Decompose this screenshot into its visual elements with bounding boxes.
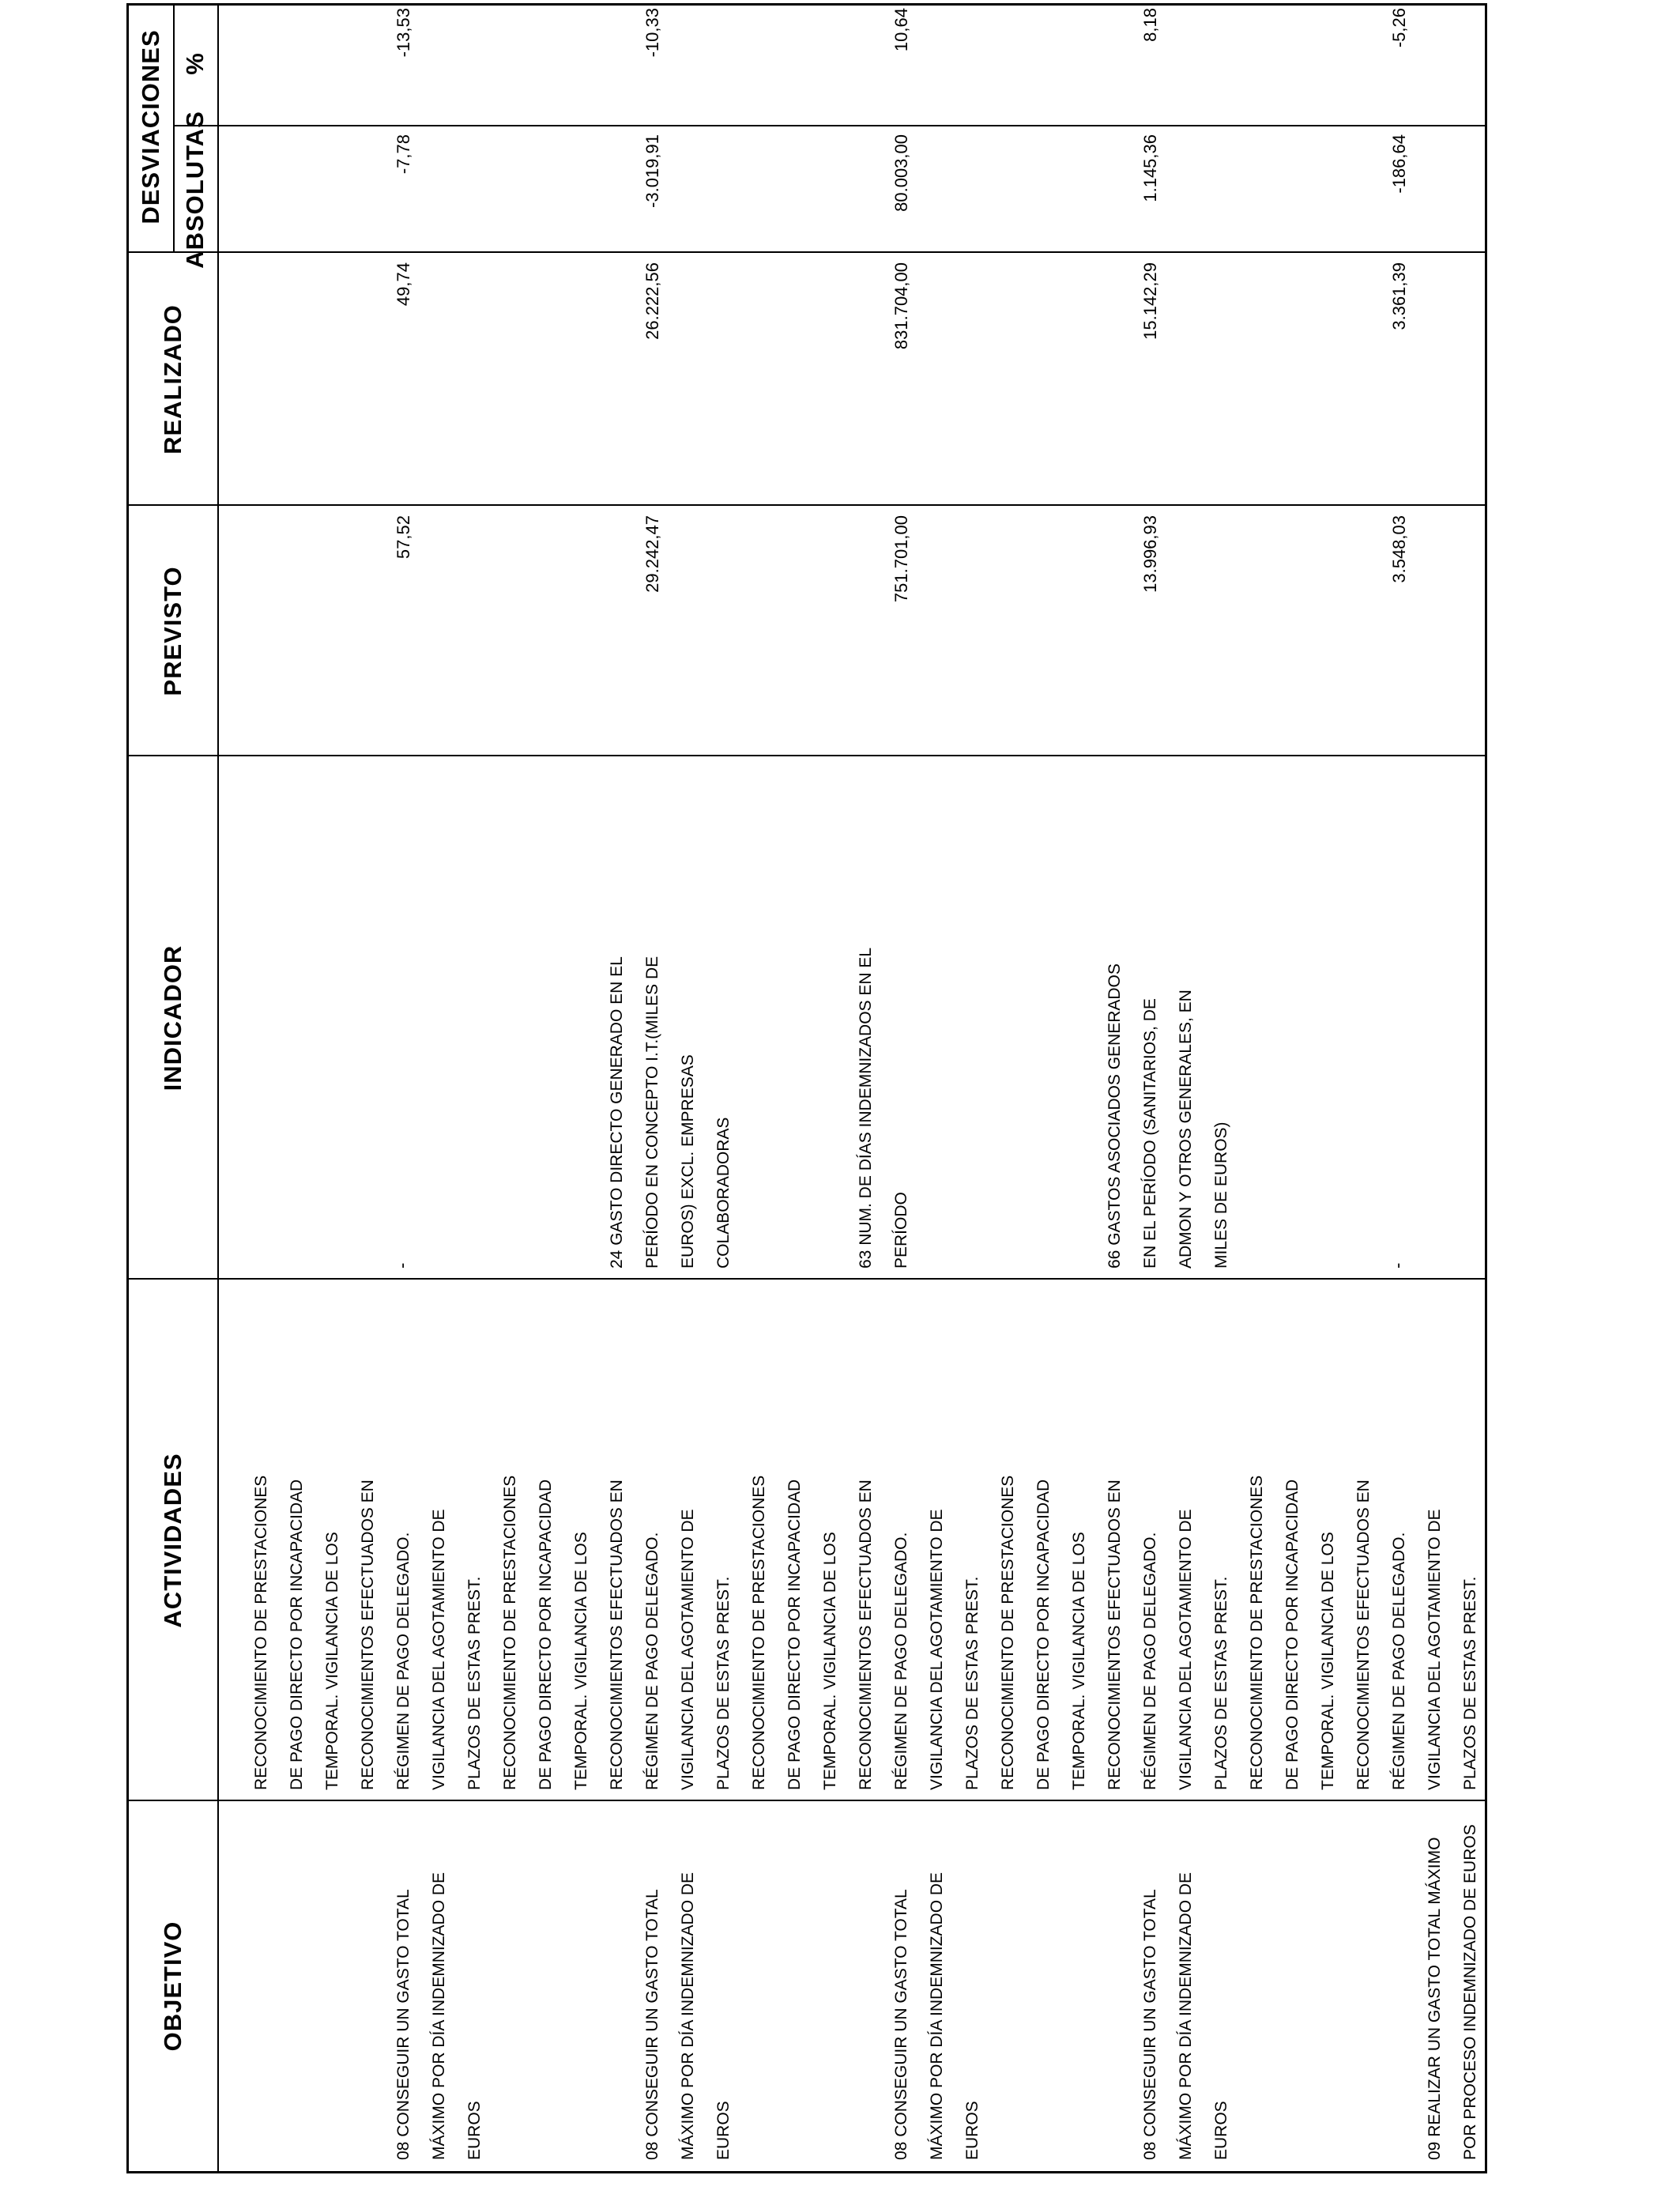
realizado-value: 15.142,29 [1140, 262, 1160, 340]
indicador-line: MILES DE EUROS) [1212, 1122, 1230, 1269]
porcentaje-value: 8,18 [1140, 8, 1160, 42]
absolutas-value: -186,64 [1389, 134, 1409, 194]
indicador-line: 66 GASTOS ASOCIADOS GENERADOS [1106, 963, 1124, 1269]
indicador-line: 63 NUM. DE DÍAS INDEMNIZADOS EN EL [857, 947, 875, 1269]
actividades-line: VIGILANCIA DEL AGOTAMIENTO DE [1426, 1509, 1444, 1790]
absolutas-value: -7,78 [394, 134, 413, 175]
indicador-line: PERÍODO EN CONCEPTO I.T.(MILES DE [643, 956, 661, 1269]
objetivo-line: EUROS [714, 2101, 733, 2160]
porcentaje-value: 10,64 [891, 8, 911, 52]
actividades-line: RECONOCIMIENTOS EFECTUADOS EN [1354, 1480, 1373, 1790]
realizado-value: 831.704,00 [891, 262, 911, 350]
header-divider [217, 6, 219, 2171]
indicador-line: EN EL PERÍODO (SANITARIOS, DE [1141, 998, 1159, 1269]
actividades-line: TEMPORAL. VIGILANCIA DE LOS [1319, 1532, 1337, 1790]
header-porcentaje: % [181, 52, 209, 75]
objetivo-line: EUROS [963, 2101, 981, 2160]
header-actividades: ACTIVIDADES [159, 1453, 186, 1628]
absolutas-value: 1.145,36 [1140, 134, 1160, 202]
porcentaje-value: -13,53 [394, 8, 413, 58]
indicador-line: EUROS) EXCL. EMPRESAS [679, 1054, 697, 1269]
actividades-line: RECONOCIMIENTOS EFECTUADOS EN [1106, 1480, 1124, 1790]
actividades-line: RÉGIMEN DE PAGO DELEGADO. [1141, 1532, 1159, 1790]
actividades-line: RÉGIMEN DE PAGO DELEGADO. [394, 1532, 412, 1790]
header-desviaciones: DESVIACIONES [137, 29, 164, 224]
actividades-line: RECONOCIMIENTO DE PRESTACIONES [999, 1475, 1017, 1790]
actividades-line: VIGILANCIA DEL AGOTAMIENTO DE [1177, 1509, 1195, 1790]
actividades-line: VIGILANCIA DEL AGOTAMIENTO DE [430, 1509, 448, 1790]
actividades-line: RECONOCIMIENTO DE PRESTACIONES [501, 1475, 519, 1790]
header-absolutas: ABSOLUTAS [181, 111, 209, 269]
objetivo-line: EUROS [1212, 2101, 1230, 2160]
actividades-line: DE PAGO DIRECTO POR INCAPACIDAD [785, 1479, 804, 1790]
actividades-line: PLAZOS DE ESTAS PREST. [963, 1576, 981, 1790]
actividades-line: RECONOCIMIENTOS EFECTUADOS EN [608, 1480, 626, 1790]
objetivo-line: 08 CONSEGUIR UN GASTO TOTAL [892, 1889, 910, 2160]
indicador-line: PERÍODO [892, 1192, 910, 1269]
actividades-line: TEMPORAL. VIGILANCIA DE LOS [323, 1532, 341, 1790]
previsto-value: 751.701,00 [891, 515, 911, 603]
actividades-line: RECONOCIMIENTOS EFECTUADOS EN [359, 1480, 377, 1790]
objetivo-line: 08 CONSEGUIR UN GASTO TOTAL [643, 1889, 661, 2160]
column-divider [129, 1800, 1485, 1801]
actividades-line: PLAZOS DE ESTAS PREST. [1212, 1576, 1230, 1790]
realizado-value: 49,74 [394, 262, 413, 307]
objetivo-line: 09 REALIZAR UN GASTO TOTAL MÁXIMO [1426, 1837, 1444, 2160]
actividades-line: PLAZOS DE ESTAS PREST. [1461, 1576, 1479, 1790]
objetivo-line: POR PROCESO INDEMNIZADO DE EUROS [1461, 1824, 1479, 2160]
actividades-line: DE PAGO DIRECTO POR INCAPACIDAD [1283, 1479, 1301, 1790]
previsto-value: 3.548,03 [1389, 515, 1409, 583]
column-divider [173, 125, 1485, 126]
actividades-line: VIGILANCIA DEL AGOTAMIENTO DE [679, 1509, 697, 1790]
actividades-line: RECONOCIMIENTO DE PRESTACIONES [750, 1475, 768, 1790]
header-indicador: INDICADOR [159, 944, 186, 1091]
actividades-line: RÉGIMEN DE PAGO DELEGADO. [1390, 1532, 1408, 1790]
objetivo-line: MÁXIMO POR DÍA INDEMNIZADO DE [928, 1872, 946, 2160]
column-divider [129, 504, 1485, 506]
header-realizado: REALIZADO [159, 304, 186, 454]
indicador-line: 24 GASTO DIRECTO GENERADO EN EL [608, 956, 626, 1269]
actividades-line: DE PAGO DIRECTO POR INCAPACIDAD [288, 1479, 306, 1790]
actividades-line: TEMPORAL. VIGILANCIA DE LOS [1070, 1532, 1088, 1790]
actividades-line: RECONOCIMIENTO DE PRESTACIONES [252, 1475, 270, 1790]
column-divider [129, 1278, 1485, 1280]
realizado-value: 26.222,56 [642, 262, 662, 340]
actividades-line: DE PAGO DIRECTO POR INCAPACIDAD [1034, 1479, 1053, 1790]
objetivo-line: MÁXIMO POR DÍA INDEMNIZADO DE [1177, 1872, 1195, 2160]
actividades-line: PLAZOS DE ESTAS PREST. [465, 1576, 484, 1790]
previsto-value: 13.996,93 [1140, 515, 1160, 593]
indicator-table [126, 3, 1487, 2173]
porcentaje-value: -10,33 [642, 8, 662, 58]
actividades-line: RECONOCIMIENTO DE PRESTACIONES [1248, 1475, 1266, 1790]
objetivo-line: 08 CONSEGUIR UN GASTO TOTAL [394, 1889, 412, 2160]
actividades-line: TEMPORAL. VIGILANCIA DE LOS [821, 1532, 839, 1790]
actividades-line: TEMPORAL. VIGILANCIA DE LOS [572, 1532, 590, 1790]
objetivo-line: EUROS [465, 2101, 484, 2160]
objetivo-line: MÁXIMO POR DÍA INDEMNIZADO DE [679, 1872, 697, 2160]
indicador-empty-dash: - [1388, 1262, 1407, 1269]
actividades-line: DE PAGO DIRECTO POR INCAPACIDAD [537, 1479, 555, 1790]
actividades-line: RÉGIMEN DE PAGO DELEGADO. [892, 1532, 910, 1790]
indicador-empty-dash: - [392, 1262, 412, 1269]
absolutas-value: 80.003,00 [891, 134, 911, 212]
header-objetivo: OBJETIVO [159, 1921, 186, 2052]
indicador-line: ADMON Y OTROS GENERALES, EN [1177, 990, 1195, 1269]
realizado-value: 3.361,39 [1389, 262, 1409, 330]
actividades-line: RÉGIMEN DE PAGO DELEGADO. [643, 1532, 661, 1790]
actividades-line: VIGILANCIA DEL AGOTAMIENTO DE [928, 1509, 946, 1790]
objetivo-line: MÁXIMO POR DÍA INDEMNIZADO DE [430, 1872, 448, 2160]
indicador-line: COLABORADORAS [714, 1117, 733, 1269]
absolutas-value: -3.019,91 [642, 134, 662, 208]
actividades-line: RECONOCIMIENTOS EFECTUADOS EN [857, 1480, 875, 1790]
objetivo-line: 08 CONSEGUIR UN GASTO TOTAL [1141, 1889, 1159, 2160]
previsto-value: 29.242,47 [642, 515, 662, 593]
actividades-line: PLAZOS DE ESTAS PREST. [714, 1576, 733, 1790]
column-divider [129, 755, 1485, 756]
previsto-value: 57,52 [394, 515, 413, 560]
porcentaje-value: -5,26 [1389, 8, 1409, 48]
header-previsto: PREVISTO [159, 566, 186, 696]
column-divider [129, 251, 1485, 253]
